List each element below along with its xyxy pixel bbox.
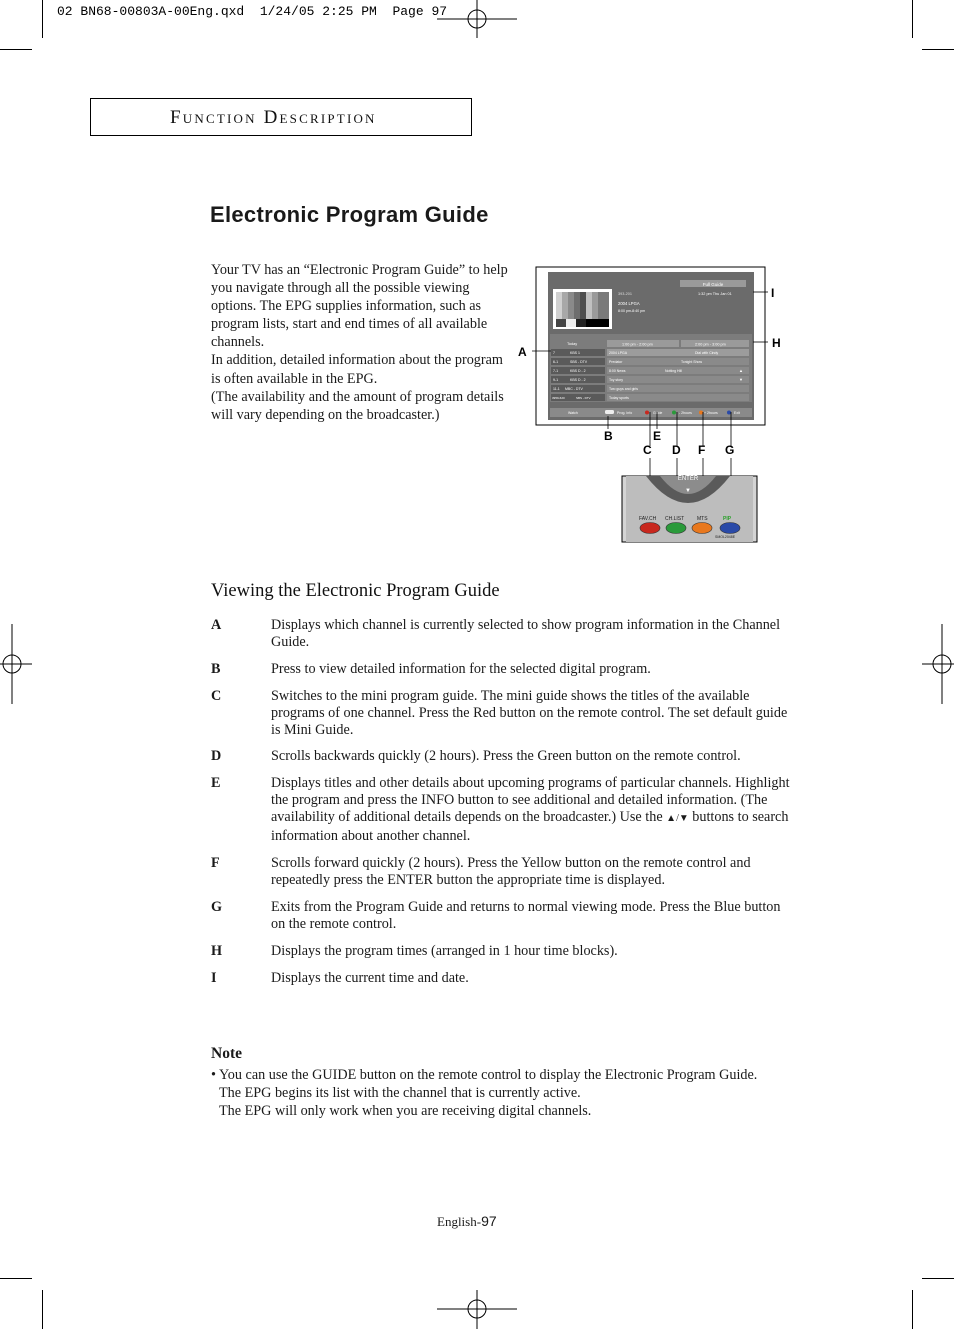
item-key: C — [211, 687, 222, 704]
intro-paragraph: (The availability and the amount of program details will vary depending on the broadcaster.) — [211, 388, 504, 423]
blue-button — [720, 523, 740, 534]
list-item — [211, 775, 791, 845]
note-title: Note — [211, 1045, 242, 1062]
green-button — [666, 523, 686, 534]
channel-number: 11-1 — [553, 387, 560, 391]
channel-name: SBS - DTV — [570, 360, 588, 364]
list-item — [211, 661, 791, 678]
channel-name: KBS D - 2 — [570, 369, 586, 373]
bar-watch: Watch — [568, 411, 578, 415]
item-text: Displays the current time and date. — [271, 969, 469, 986]
list-item — [211, 970, 791, 987]
item-text: Displays the program times (arranged in 1 hour time blocks). — [271, 942, 618, 959]
bar-forward: + 2hours — [704, 411, 718, 415]
item-key: I — [211, 969, 217, 986]
item-text: Scrolls forward quickly (2 hours). Press the Yellow button on the remote control and repeatedly press the ENTER button the appropriate time is displayed. — [271, 854, 751, 888]
program-cell: Notting Hill — [665, 369, 682, 373]
current-datetime: 1:32 pm Thu Jan 01 — [698, 292, 732, 296]
callout-label: A — [518, 345, 527, 359]
callout-label: G — [725, 443, 735, 457]
item-key: E — [211, 775, 221, 792]
enter-button: ENTER — [677, 476, 699, 482]
list-item — [211, 748, 791, 765]
button-bar — [550, 408, 752, 417]
program-cell: Tonight Show — [681, 360, 703, 364]
bar-exit: Exit — [734, 411, 740, 415]
intro-paragraph: Your TV has an “Electronic Program Guide” to help you navigate through all the possible viewing options. The EPG supplies information, such as program lists, start and end times of all available channels. — [211, 262, 508, 351]
item-text — [271, 775, 791, 845]
item-key: F — [211, 854, 220, 871]
callout-label: F — [698, 443, 706, 457]
channel-name: KBS 1 — [570, 351, 580, 355]
preview-channel: 393-201 — [618, 292, 632, 296]
channel-name: MBC - DTV — [565, 387, 583, 391]
program-cell: Predator — [609, 360, 623, 364]
item-key: H — [211, 942, 223, 959]
intro-paragraph: In addition, detailed information about the program is often available in the EPG. — [211, 352, 503, 387]
channel-number: 7 — [553, 351, 555, 355]
item-list — [211, 617, 791, 996]
note-line: The EPG will only work when you are receiving digital channels. — [219, 1103, 592, 1119]
remote-model: SMOL2048E — [715, 535, 736, 539]
bar-prog-info: Prog. Info — [617, 411, 633, 415]
channel-number: 3959-620 — [552, 396, 565, 400]
program-cell: 2004 LPGA — [609, 351, 628, 355]
program-cell: 8:00 News — [609, 369, 626, 373]
item-text-part: buttons to search information about another channel. — [271, 809, 789, 845]
callout-label: C — [643, 443, 652, 457]
intro-text — [211, 261, 511, 424]
callout-label: H — [772, 336, 781, 350]
item-key: A — [211, 617, 222, 633]
up-down-arrows-icon: ▲/▼ — [666, 813, 689, 825]
red-button — [640, 523, 660, 534]
fav-ch-label: FAV.CH — [639, 516, 657, 522]
callout-label: I — [771, 286, 775, 300]
item-text: Press to view detailed information for the selected digital program. — [271, 660, 651, 677]
callout-label: D — [672, 443, 681, 457]
list-item — [211, 899, 791, 933]
dpad-down-icon: ▼ — [685, 488, 691, 494]
print-slug: 02 BN68-00803A-00Eng.qxd 1/24/05 2:25 PM Page 97 — [57, 4, 448, 19]
bar-guide: Guide — [653, 411, 663, 415]
channel-number: 6-1 — [553, 360, 559, 364]
yellow-button — [692, 523, 712, 534]
ch-list-label: CH.LIST — [665, 516, 685, 522]
item-text-part: Displays titles and other details about upcoming programs of particular channels. Highlight the program and press the INFO button to see additional and detailed information. (The availability of additional details depends on the broadcaster.) Use the — [271, 775, 790, 826]
callout-label: B — [604, 429, 613, 443]
channel-name: SBS - DTV — [576, 396, 591, 400]
program-cell: Dial with Cindy — [695, 351, 719, 355]
epg-figure — [510, 262, 790, 552]
channel-name: KBS D - 2 — [570, 378, 586, 382]
time-block-2: 2:00 pm - 3:00 pm — [695, 342, 726, 347]
preview-program: 2004 LPGA — [618, 301, 640, 306]
callout-label: E — [653, 429, 662, 443]
mts-label: MTS — [697, 516, 708, 522]
list-item — [211, 855, 791, 889]
list-item — [211, 617, 791, 651]
item-text: Exits from the Program Guide and returns to normal viewing mode. Press the Blue button on the remote control. — [271, 898, 781, 932]
note-body — [211, 1066, 831, 1120]
item-text: Scrolls backwards quickly (2 hours). Press the Green button on the remote control. — [271, 748, 741, 765]
item-key: G — [211, 898, 223, 915]
channel-number: 7-1 — [553, 369, 559, 373]
guide-day: Today — [567, 342, 578, 346]
scroll-up-icon: ▲ — [739, 368, 743, 373]
item-text: Displays which channel is currently selected to show program information in the Channel Guide. — [271, 617, 781, 650]
item-text: Switches to the mini program guide. The mini guide shows the titles of the available programs of one channel. Press the Red button on the remote control. The set default guide is Mini Guide. — [271, 687, 788, 738]
item-key: B — [211, 660, 221, 677]
time-block-1: 1:00 pm - 2:00 pm — [622, 342, 653, 347]
preview-time: 8:00 pm-8:40 pm — [618, 309, 646, 313]
section-title: Function Description — [170, 107, 377, 128]
guide-title: Full Guide — [702, 282, 724, 287]
program-cell: Toy story — [609, 378, 624, 382]
list-item — [211, 688, 791, 739]
channel-number: 9-1 — [553, 378, 559, 382]
page-title: Electronic Program Guide — [210, 202, 489, 227]
page-number: 97 — [481, 1213, 497, 1229]
page-footer — [437, 1213, 497, 1230]
bar-back: - 2hours — [679, 411, 692, 415]
note-line: • You can use the GUIDE button on the remote control to display the Electronic Program Guide. — [211, 1067, 758, 1083]
scroll-down-icon: ▼ — [739, 377, 743, 382]
program-cell: Today sports — [609, 396, 629, 400]
note-line: The EPG begins its list with the channel that is currently active. — [219, 1085, 581, 1101]
list-item — [211, 943, 791, 960]
pip-label: PIP — [723, 516, 732, 522]
item-key: D — [211, 748, 222, 765]
program-cell: Two guys and girls — [609, 387, 638, 391]
section-subhead: Viewing the Electronic Program Guide — [211, 581, 500, 601]
footer-language: English- — [437, 1214, 482, 1229]
